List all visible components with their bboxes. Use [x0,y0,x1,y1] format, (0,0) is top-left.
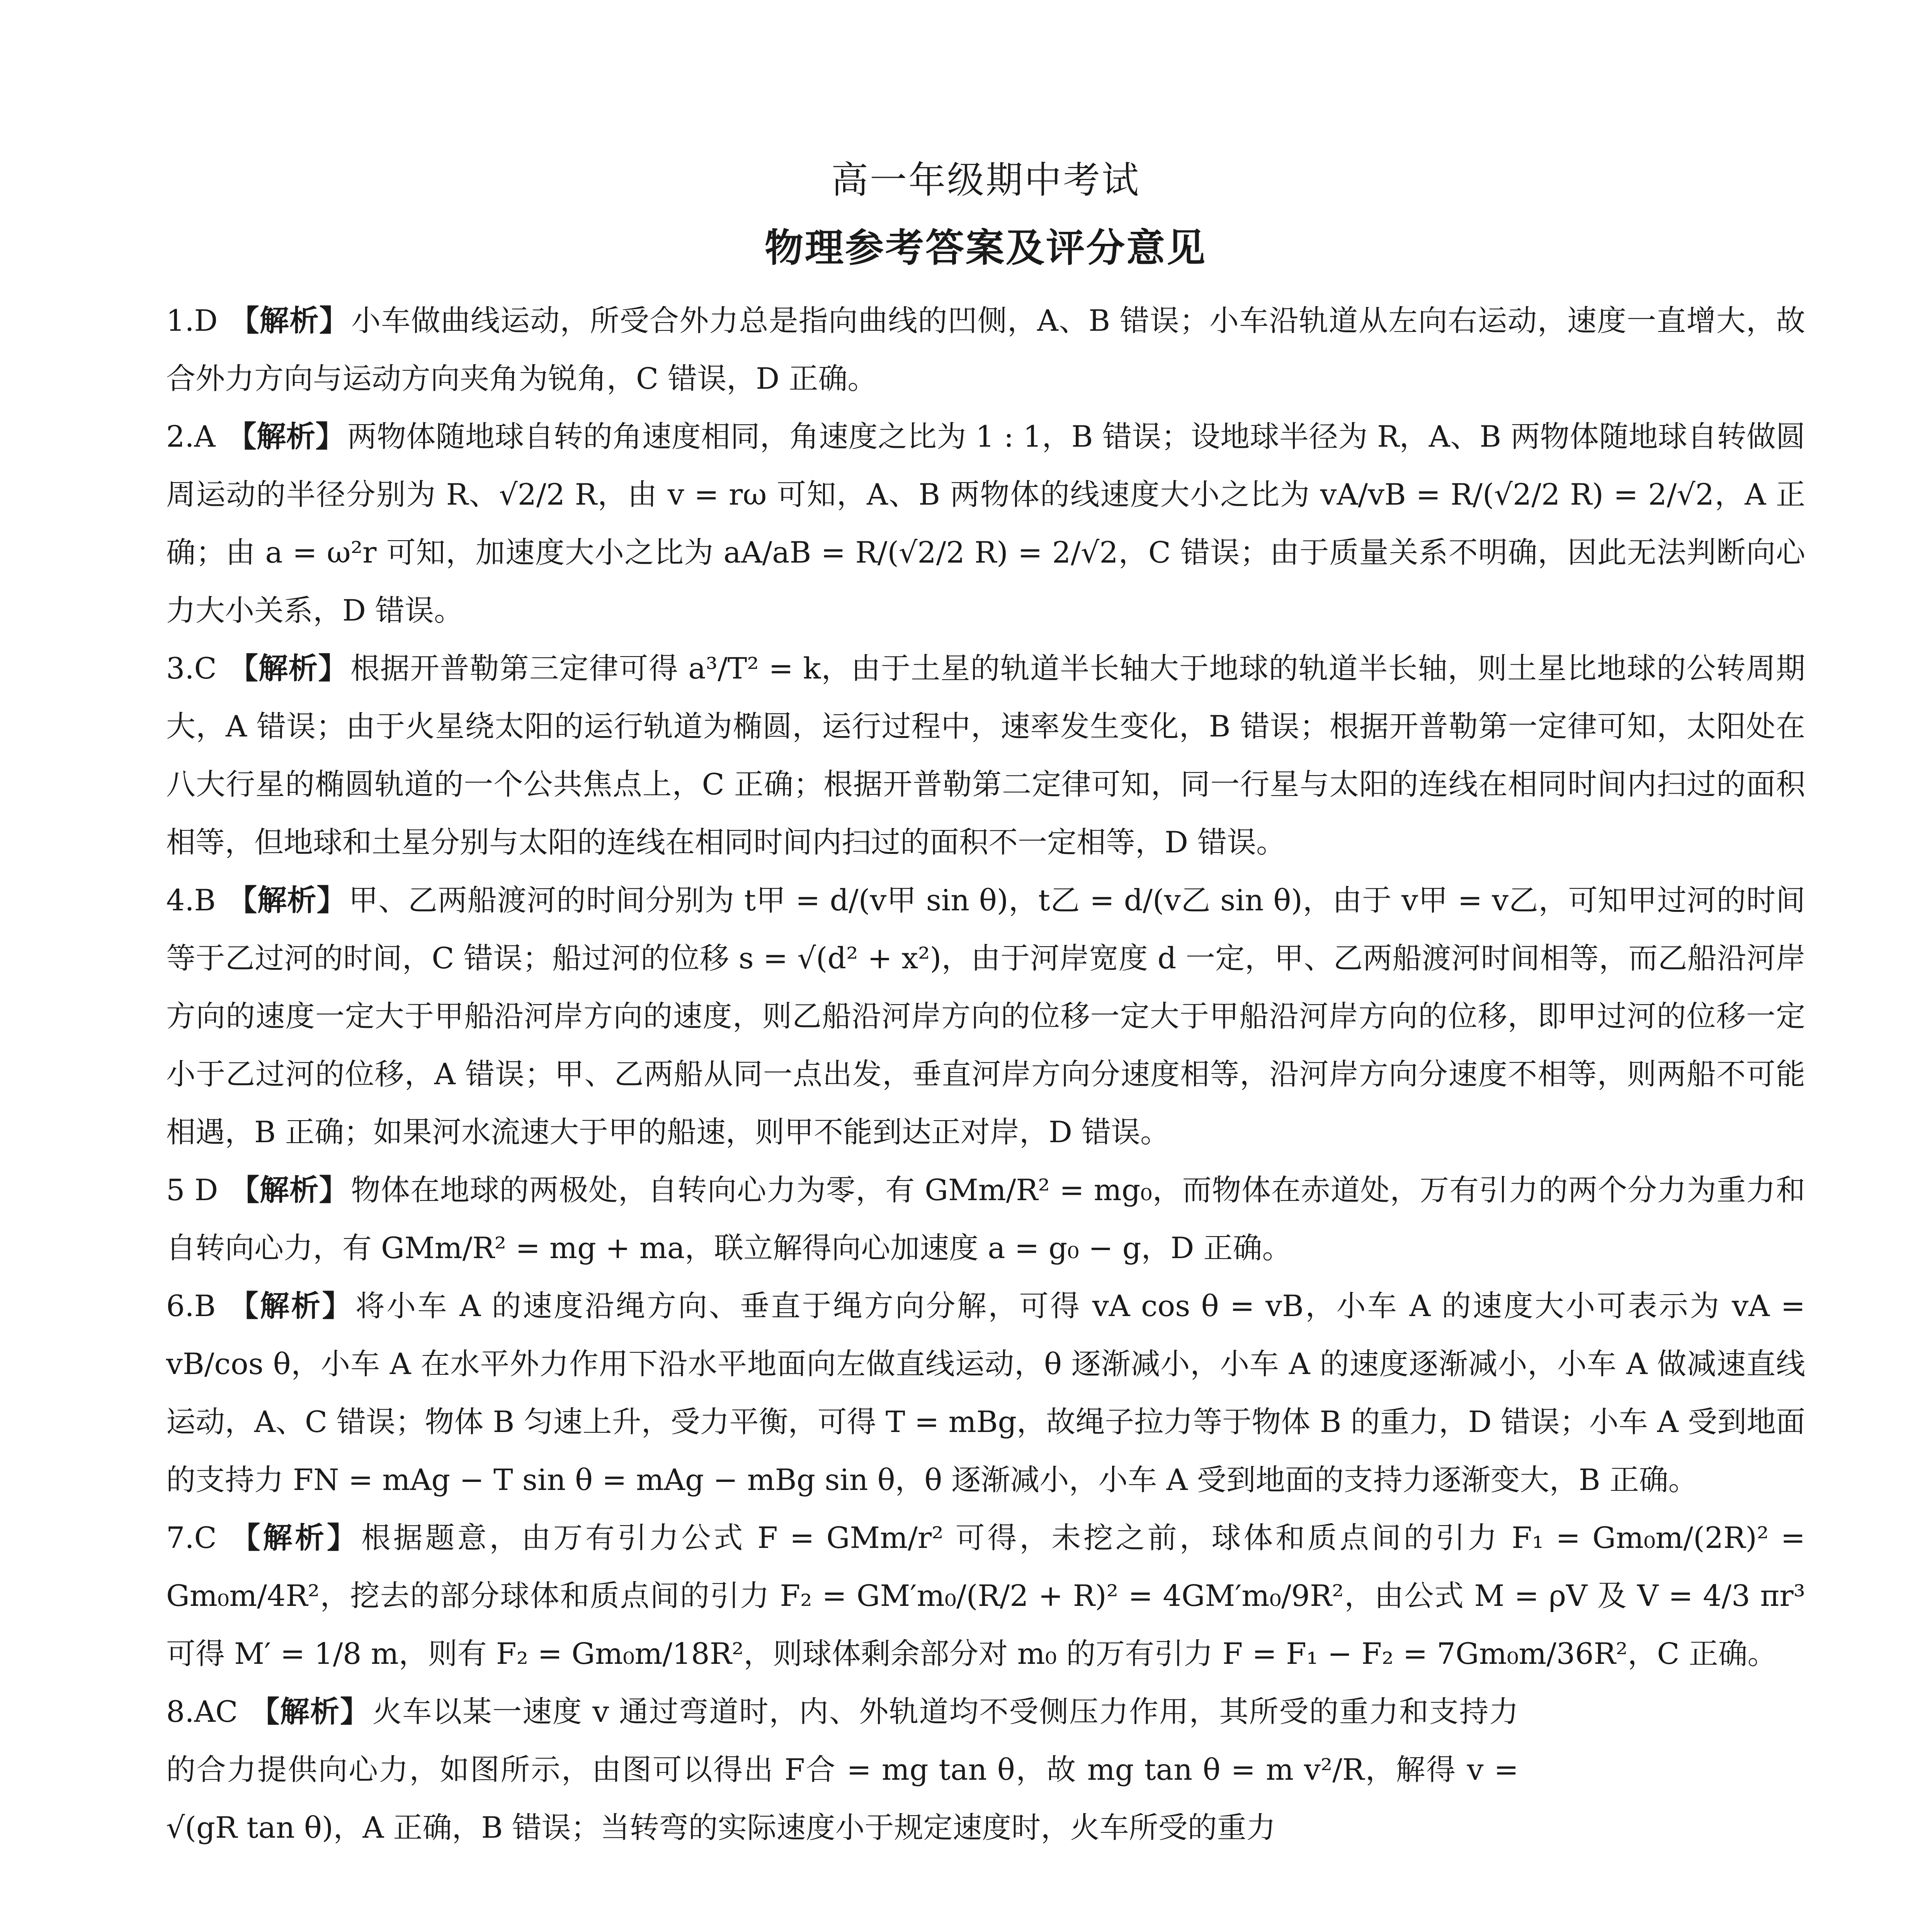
answer-text: 两物体随地球自转的角速度相同，角速度之比为 1 : 1，B 错误；设地球半径为 R，A、B 两物体随地球自转做圆周运动的半径分别为 R、√2/2 R，由 v = rω 可知，A、B 两物体的线速度大小之比为 vA/vB = R/(√2/2 R) = 2/√2，A 正确；由 a = ω²r 可知，加速度大小之比为 aA/aB = R/(√2/2 R) = 2/√2，C 错误；由于质量关系不明确，因此无法判断向心力大小关系，D 错误。 [166,419,1805,628]
answer-text: 物体在地球的两极处，自转向心力为零，有 GMm/R² = mg₀，而物体在赤道处，万有引力的两个分力为重力和自转向心力，有 GMm/R² = mg + ma，联立解得向心加速度 a = g₀ − g，D 正确。 [166,1173,1806,1265]
analysis-tag: 【解析】 [229,303,349,338]
answer-item-7 [166,1509,1805,1683]
analysis-tag: 【解析】 [228,651,348,685]
answer-item-5 [166,1161,1805,1277]
answer-label: 6.B [166,1289,216,1323]
answer-label: 7.C [166,1520,217,1555]
answer-label: 3.C [166,651,217,685]
answer-label: 2.A [166,419,216,454]
answer-item-6 [166,1277,1805,1509]
answer-item-4 [166,871,1805,1161]
answer-item-1 [166,292,1805,408]
answer-item-8 [166,1683,1519,1857]
answer-text: 根据题意，由万有引力公式 F = GMm/r² 可得，未挖之前，球体和质点间的引力 F₁ = Gm₀m/(2R)² = Gm₀m/4R²，挖去的部分球体和质点间的引力 F₂ = GM′m₀/(R/2 + R)² = 4GM′m₀/9R²，由公式 M = ρV 及 V = 4/3 πr³ 可得 M′ = 1/8 m，则有 F₂ = Gm₀m/18R²，则球体剩余部分对 m₀ 的万有引力 F = F₁ − F₂ = 7Gm₀m/36R²，C 正确。 [166,1520,1805,1671]
analysis-tag: 【解析】 [230,1173,349,1207]
answer-label: 5 D [166,1173,218,1207]
answer-text: 甲、乙两船渡河的时间分别为 t甲 = d/(v甲 sin θ)，t乙 = d/(v乙 sin θ)，由于 v甲 = v乙，可知甲过河的时间等于乙过河的时间，C 错误；船过河的位移 s = √(d² + x²)，由于河岸宽度 d 一定，甲、乙两船渡河时间相等，而乙船沿河岸方向的速度一定大于甲船沿河岸方向的速度，则乙船沿河岸方向的位移一定大于甲船沿河岸方向的位移，即甲过河的位移一定小于乙过河的位移，A 错误；甲、乙两船从同一点出发，垂直河岸方向分速度相等，沿河岸方向分速度不相等，则两船不可能相遇，B 正确；如果河水流速大于甲的船速，则甲不能到达正对岸，D 错误。 [166,883,1805,1149]
analysis-tag: 【解析】 [227,419,345,454]
analysis-tag: 【解析】 [227,883,347,917]
answer-text: 小车做曲线运动，所受合外力总是指向曲线的凹侧，A、B 错误；小车沿轨道从左向右运动，速度一直增大，故合外力方向与运动方向夹角为锐角，C 错误，D 正确。 [166,303,1805,396]
analysis-tag: 【解析】 [228,1520,359,1555]
page-subtitle: 物理参考答案及评分意见 [765,225,1207,270]
page-title: 高一年级期中考试 [831,158,1140,202]
answer-text: 将小车 A 的速度沿绳方向、垂直于绳方向分解，可得 vA cos θ = vB，小车 A 的速度大小可表示为 vA = vB/cos θ，小车 A 在水平外力作用下沿水平地面向左做直线运动，θ 逐渐减小，小车 A 的速度逐渐减小，小车 A 做减速直线运动，A、C 错误；物体 B 匀速上升，受力平衡，可得 T = mBg，故绳子拉力等于物体 B 的重力，D 错误；小车 A 受到地面的支持力 FN = mAg − T sin θ = mAg − mBg sin θ，θ 逐渐减小，小车 A 受到地面的支持力逐渐变大，B 正确。 [166,1289,1806,1497]
analysis-tag: 【解析】 [249,1694,370,1729]
answer-text: 火车以某一速度 v 通过弯道时，内、外轨道均不受侧压力作用，其所受的重力和支持力的合力提供向心力，如图所示，由图可以得出 F合 = mg tan θ，故 mg tan θ = m v²/R，解得 v = √(gR tan θ)，A 正确，B 错误；当转弯的实际速度小于规定速度时，火车所受的重力 [166,1694,1519,1845]
answer-text: 根据开普勒第三定律可得 a³/T² = k，由于土星的轨道半长轴大于地球的轨道半长轴，则土星比地球的公转周期大，A 错误；由于火星绕太阳的运行轨道为椭圆，运行过程中，速率发生变化，B 错误；根据开普勒第一定律可知，太阳处在八大行星的椭圆轨道的一个公共焦点上，C 正确；根据开普勒第二定律可知，同一行星与太阳的连线在相同时间内扫过的面积相等，但地球和土星分别与太阳的连线在相同时间内扫过的面积不一定相等，D 错误。 [166,651,1806,859]
analysis-tag: 【解析】 [227,1289,353,1323]
answer-item-2 [166,408,1805,639]
answer-item-3 [166,639,1805,871]
answer-label: 4.B [166,883,216,917]
answer-label: 1.D [166,303,218,338]
answer-label: 8.AC [166,1694,238,1729]
